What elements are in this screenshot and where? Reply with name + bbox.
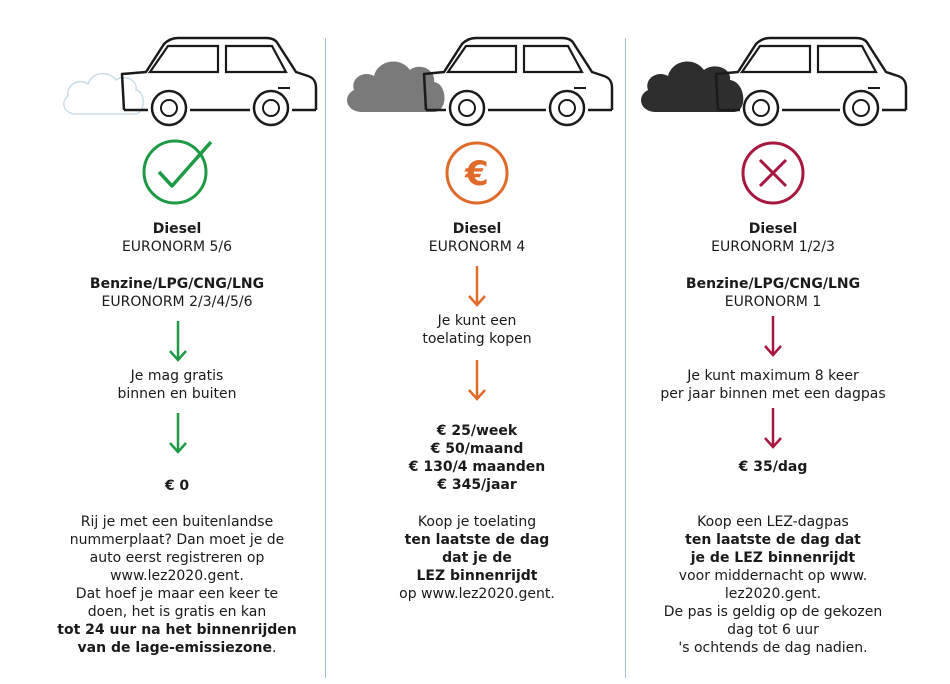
note-paragraph bbox=[22, 513, 332, 657]
note-line: Dat hoef je maar een keer te bbox=[75, 586, 279, 602]
note-line: ten laatste de dag dat bbox=[685, 532, 861, 548]
note-line bbox=[22, 639, 332, 657]
price-label: € 130/4 maanden bbox=[408, 459, 546, 475]
euronorm-label: EURONORM 4 bbox=[428, 239, 526, 255]
note-suffix: . bbox=[272, 640, 277, 656]
note-line: dat je de bbox=[442, 550, 512, 566]
info-text: Je kunt een bbox=[437, 313, 517, 329]
note-line: LEZ binnenrijdt bbox=[416, 568, 538, 584]
cross-circle-icon bbox=[738, 138, 808, 208]
note-line: www.lez2020.gent. bbox=[110, 568, 244, 584]
note-line: je de LEZ binnenrijdt bbox=[690, 550, 856, 566]
column-red bbox=[618, 0, 928, 684]
note-paragraph bbox=[322, 513, 632, 603]
note-line: Rij je met een buitenlandse bbox=[80, 514, 274, 530]
note-bold-text: van de lage-emissiezone bbox=[77, 640, 272, 656]
fuel-type-label: Diesel bbox=[452, 221, 502, 237]
column-green bbox=[22, 0, 332, 684]
fuel-type-label: Benzine/LPG/CNG/LNG bbox=[89, 276, 265, 292]
euronorm-label: EURONORM 5/6 bbox=[121, 239, 233, 255]
price-label: € 35/dag bbox=[738, 459, 808, 475]
note-line: doen, het is gratis en kan bbox=[87, 604, 267, 620]
info-text: per jaar binnen met een dagpas bbox=[660, 386, 886, 402]
note-line: dag tot 6 uur bbox=[727, 622, 819, 638]
euronorm-label: EURONORM 1/2/3 bbox=[711, 239, 835, 255]
fuel-type-label: Diesel bbox=[152, 221, 202, 237]
note-line: nummerplaat? Dan moet je de bbox=[69, 532, 285, 548]
arrow-down-icon bbox=[467, 360, 487, 402]
price-label: € 50/maand bbox=[430, 441, 524, 457]
arrow-down-icon bbox=[763, 316, 783, 358]
info-text: toelating kopen bbox=[422, 331, 532, 347]
price-label: € 345/jaar bbox=[437, 477, 517, 493]
arrow-down-icon bbox=[168, 321, 188, 363]
car-dark-exhaust-icon bbox=[636, 32, 926, 132]
note-paragraph bbox=[618, 513, 928, 657]
note-line: ten laatste de dag bbox=[404, 532, 550, 548]
note-line: op www.lez2020.gent. bbox=[399, 586, 555, 602]
car-clean-exhaust-icon bbox=[46, 32, 336, 132]
car-gray-exhaust-icon bbox=[338, 32, 628, 132]
arrow-down-icon bbox=[168, 413, 188, 455]
note-line: 's ochtends de dag nadien. bbox=[678, 640, 868, 656]
euronorm-label: EURONORM 2/3/4/5/6 bbox=[101, 294, 253, 310]
column-orange bbox=[322, 0, 632, 684]
info-text: binnen en buiten bbox=[117, 386, 237, 402]
note-line: voor middernacht op www. bbox=[678, 568, 868, 584]
note-line: Koop een LEZ-dagpas bbox=[697, 514, 849, 530]
arrow-down-icon bbox=[763, 408, 783, 450]
note-line: lez2020.gent. bbox=[724, 586, 822, 602]
note-line: De pas is geldig op de gekozen bbox=[663, 604, 883, 620]
info-text: Je kunt maximum 8 keer bbox=[687, 368, 859, 384]
arrow-down-icon bbox=[467, 266, 487, 308]
svg-text:€: € bbox=[465, 154, 489, 194]
euronorm-label: EURONORM 1 bbox=[724, 294, 822, 310]
fuel-type-label: Diesel bbox=[748, 221, 798, 237]
checkmark-circle-icon bbox=[139, 136, 219, 206]
note-line: auto eerst registreren op bbox=[89, 550, 265, 566]
price-label: € 0 bbox=[164, 478, 190, 494]
info-text: Je mag gratis bbox=[130, 368, 224, 384]
note-line: tot 24 uur na het binnenrijden bbox=[57, 622, 297, 638]
fuel-type-label: Benzine/LPG/CNG/LNG bbox=[685, 276, 861, 292]
euro-circle-icon bbox=[442, 138, 512, 208]
note-line: Koop je toelating bbox=[417, 514, 537, 530]
price-label: € 25/week bbox=[436, 423, 518, 439]
